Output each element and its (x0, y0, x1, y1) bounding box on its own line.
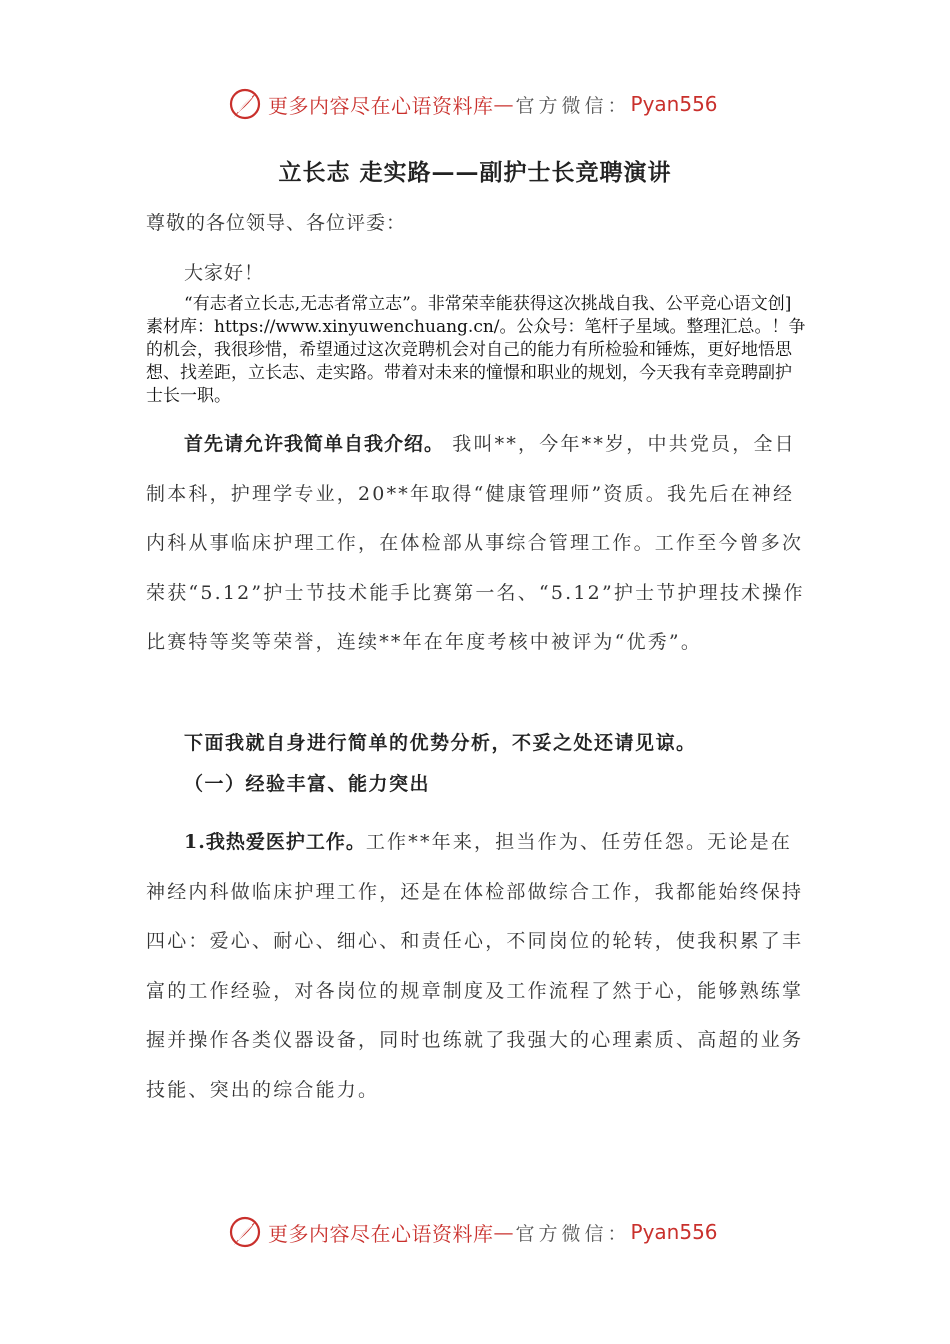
footer-banner (228, 1212, 728, 1252)
header-wechat-id: Pyan556 (630, 92, 718, 116)
advantage-intro: 下面我就自身进行简单的优势分析，不妥之处还请见谅。 (184, 732, 697, 754)
header-site-name: 更多内容尽在心语资料库 (268, 93, 494, 118)
header-dash: — (493, 92, 514, 116)
header-banner (228, 84, 728, 124)
header-wechat-label: 官方微信： (515, 94, 631, 117)
footer-dash: — (493, 1220, 514, 1244)
self-intro-body: 我叫**，今年**岁，中共党员，全日制本科，护理学专业，20**年取得“健康管理师”资质。我先后在神经内科从事临床护理工作，在体检部从事综合管理工作。工作至今曾多次荣获“5.12”护士节技术能手比赛第一名、“5.12”护士节护理技术操作比赛特等奖等荣誉，连续**年在年度考核中被评为“优秀”。 (146, 433, 805, 653)
self-intro-lead: 首先请允许我简单自我介绍。 (184, 433, 445, 455)
item-one-body: 工作**年来，担当作为、任劳任怨。无论是在神经内科做临床护理工作，还是在体检部做综合工作，我都能始终保持四心：爱心、耐心、细心、和责任心，不同岗位的轮转，使我积累了丰富的工作经验，对各岗位的规章制度及工作流程了然于心，能够熟练掌握并操作各类仪器设备，同时也练就了我强大的心理素质、高超的业务技能、突出的综合能力。 (146, 831, 804, 1101)
intro-paragraph: “有志者立长志,无志者常立志”。非常荣幸能获得这次挑战自我、公平竞心语文创]素材库：https://www.xinyuwenchuang.cn/。公众号：笔杆子星域。整理汇总。！争的机会，我很珍惜，希望通过这次竞聘机会对自己的能力有所检验和锤炼，更好地悟思想、找差距，立长志、走实路。带着对未来的憧憬和职业的规划，今天我有幸竞聘副护士长一职。 (146, 294, 806, 406)
item-one-lead: 1.我热爱医护工作。 (184, 831, 366, 853)
footer-wechat-label: 官方微信： (515, 1222, 631, 1245)
document-title: 立长志 走实路——副护士长竞聘演讲 (278, 159, 672, 186)
quill-logo-icon (228, 1215, 262, 1249)
self-intro-paragraph (146, 420, 806, 668)
footer-wechat-id: Pyan556 (630, 1220, 718, 1244)
section-one-heading: （一）经验丰富、能力突出 (184, 773, 431, 795)
footer-site-name: 更多内容尽在心语资料库 (268, 1221, 494, 1246)
item-one-paragraph (146, 818, 806, 1115)
salutation: 尊敬的各位领导、各位评委： (146, 212, 407, 234)
quill-logo-icon (228, 87, 262, 121)
greeting: 大家好！ (184, 262, 265, 284)
